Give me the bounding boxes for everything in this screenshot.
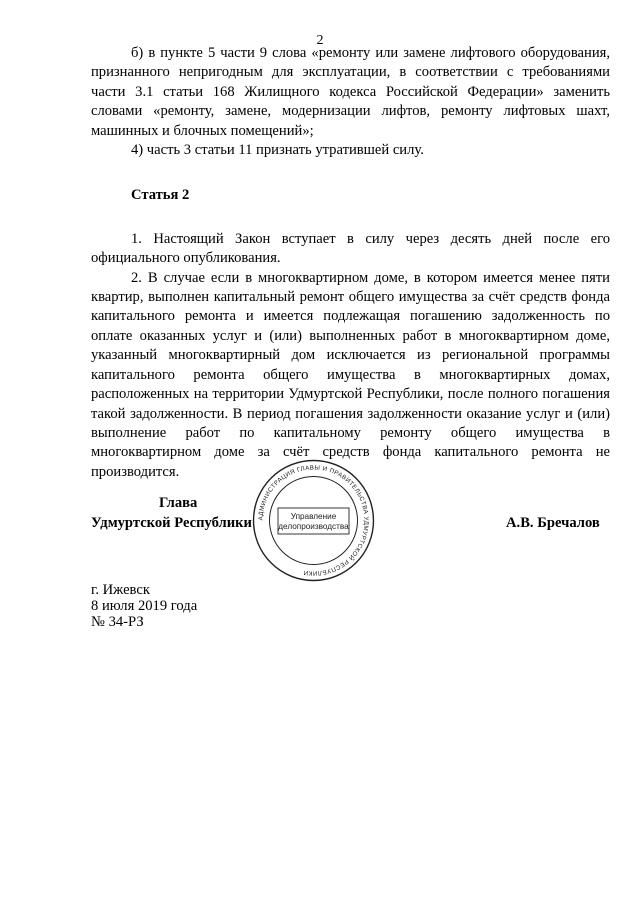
signature-title [91,493,291,533]
date: 8 июля 2019 года [91,598,198,614]
document-body [91,44,610,482]
seal-center-line1: Управление [290,512,337,521]
paragraph-amendment-4: 4) часть 3 статьи 11 признать утратившей силу. [131,142,424,159]
signature-title-line1: Глава [159,495,198,511]
signatory-name: А.В. Бречалов [506,515,600,531]
seal-center-line2: делопроизводства [278,522,349,531]
document-number: № 34-РЗ [91,614,144,630]
article-paragraph-2: 2. В случае если в многоквартирном доме, в котором имеется менее пяти квартир, выполнен капитальный ремонт общего имущества за счёт средств фонда капитального ремонта и имеется подлежащая погашению задолженность по оплате оказанных услуг и (или) выполненных работ в многоквартирном доме, указанный многоквартирный дом исключается из региональной программы капитального ремонта общего имущества в многоквартирных домах, расположенных на территории Удмуртской Республики, после полного погашения такой задолженности. В период погашения задолженности оказание услуг и (или) выполнение работ по капитальному ремонту общего имущества в многоквартирном доме за счёт средств фонда капитального ремонта не производится. [91,269,610,480]
signature-title-line2: Удмуртской Республики [91,515,252,531]
article-paragraph-1: 1. Настоящий Закон вступает в силу через десять дней после его официального опубликования. [91,230,610,267]
place: г. Ижевск [91,582,150,598]
page-number: 2 [316,33,324,48]
article-heading: Статья 2 [131,187,190,204]
paragraph-amendment-b: б) в пункте 5 части 9 слова «ремонту или замене лифтового оборудования, признанного непригодным для эксплуатации, в соответствии с требованиями части 3.1 статьи 168 Жилищного кодекса Российской Федерации» заменить словами «ремонту, замене, модернизации лифтов, ремонту лифтовых шахт, машинных и блочных помещений»; [91,45,610,139]
place-date-number [91,582,197,630]
seal-ring-text: АДМИНИСТРАЦИЯ ГЛАВЫ И ПРАВИТЕЛЬСТВА УДМУРТСКОЙ РЕСПУБЛИКИ [257,464,370,577]
